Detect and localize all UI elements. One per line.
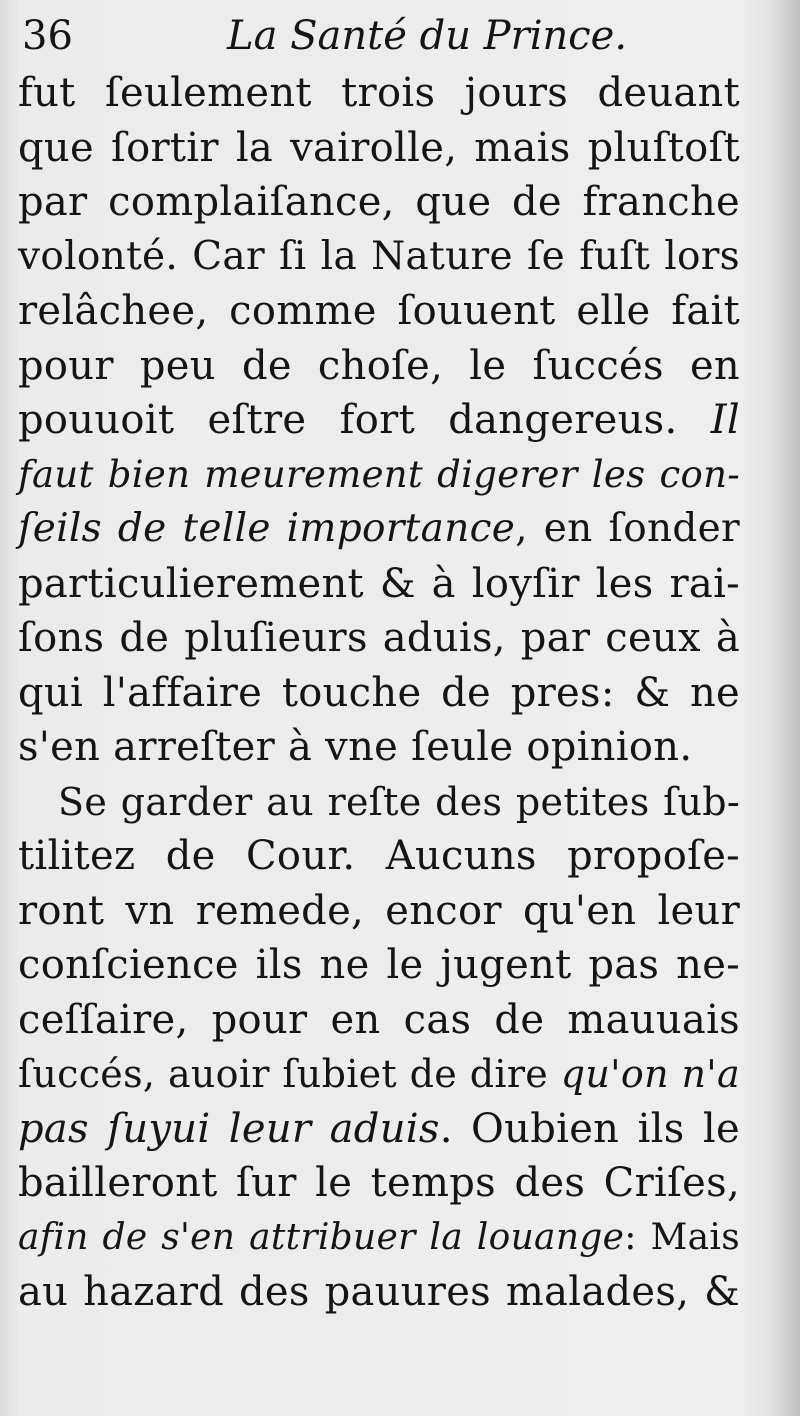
roman-text: pouuoit eſtre fort dangereus.: [18, 397, 711, 443]
roman-text: au hazard des pauures malades, &: [18, 1269, 740, 1315]
page-edge-shadow: [770, 0, 800, 1416]
roman-text: qui l'affaire touche de pres: & ne: [18, 669, 740, 716]
roman-text: ront vn remede, encor qu'en leur: [18, 887, 740, 934]
text-line: [18, 666, 740, 721]
roman-text: fut ſeulement trois jours deuant: [18, 70, 740, 116]
roman-text: s'en arreſter à vne ſeule opinion.: [18, 724, 693, 770]
text-line: [18, 557, 740, 612]
text-line: [18, 175, 740, 230]
body-text: [18, 66, 740, 1320]
text-line: [18, 611, 740, 666]
text-line: [18, 66, 740, 121]
italic-text: pas ſuyui leur aduis: [18, 1105, 440, 1152]
running-head: [22, 10, 722, 62]
italic-text: ſeils de telle importance: [18, 506, 516, 551]
text-line: [18, 938, 740, 993]
roman-text: , en ſonder: [515, 506, 740, 551]
text-line: [18, 121, 740, 176]
text-line: [18, 1265, 740, 1320]
roman-text: . Oubien ils le: [439, 1105, 740, 1152]
text-line: [18, 993, 740, 1048]
text-line: [18, 284, 740, 339]
italic-text: faut bien meurement digerer les con-: [18, 452, 740, 496]
roman-text: Se garder au reſte des petites ſub-: [58, 779, 740, 824]
roman-text: ſuccés, auoir ſubiet de dire: [18, 1052, 561, 1096]
roman-text: relâchee, comme ſouuent elle fait: [18, 288, 740, 334]
roman-text: volonté. Car ſi la Nature ſe fuſt lors: [18, 233, 740, 279]
roman-text: ſons de pluſieurs aduis, par ceux à: [18, 615, 740, 661]
italic-text: qu'on n'a: [560, 1052, 741, 1096]
text-line: [18, 502, 740, 557]
roman-text: : Mais: [624, 1216, 740, 1258]
page-number: 36: [22, 13, 73, 59]
italic-text: Il: [710, 397, 740, 443]
roman-text: particulierement & à loyſir les rai-: [18, 560, 740, 607]
text-line: [18, 884, 740, 939]
text-line: [18, 829, 740, 884]
roman-text: ceſſaire, pour en cas de mauuais: [18, 996, 740, 1043]
roman-text: tilitez de Cour. Aucuns propoſe-: [18, 833, 740, 879]
roman-text: par complaiſance, que de franche: [18, 179, 740, 225]
text-line: [18, 230, 740, 285]
text-line: [18, 1102, 740, 1157]
italic-text: afin de s'en attribuer la louange: [18, 1216, 625, 1258]
text-line: [18, 393, 740, 448]
roman-text: pour peu de choſe, le ſuccés en: [18, 342, 740, 389]
roman-text: conſcience ils ne le jugent pas ne-: [18, 942, 740, 988]
text-line: [18, 1211, 740, 1266]
text-line: [18, 720, 740, 775]
text-line: [18, 339, 740, 394]
text-line: [18, 775, 740, 830]
text-line: [18, 448, 740, 503]
running-title: La Santé du Prince.: [227, 13, 628, 59]
text-line: [18, 1047, 740, 1102]
roman-text: que ſortir la vairolle, mais pluſtoſt: [18, 124, 740, 171]
roman-text: bailleront ſur le temps des Criſes,: [18, 1160, 740, 1206]
text-line: [18, 1156, 740, 1211]
